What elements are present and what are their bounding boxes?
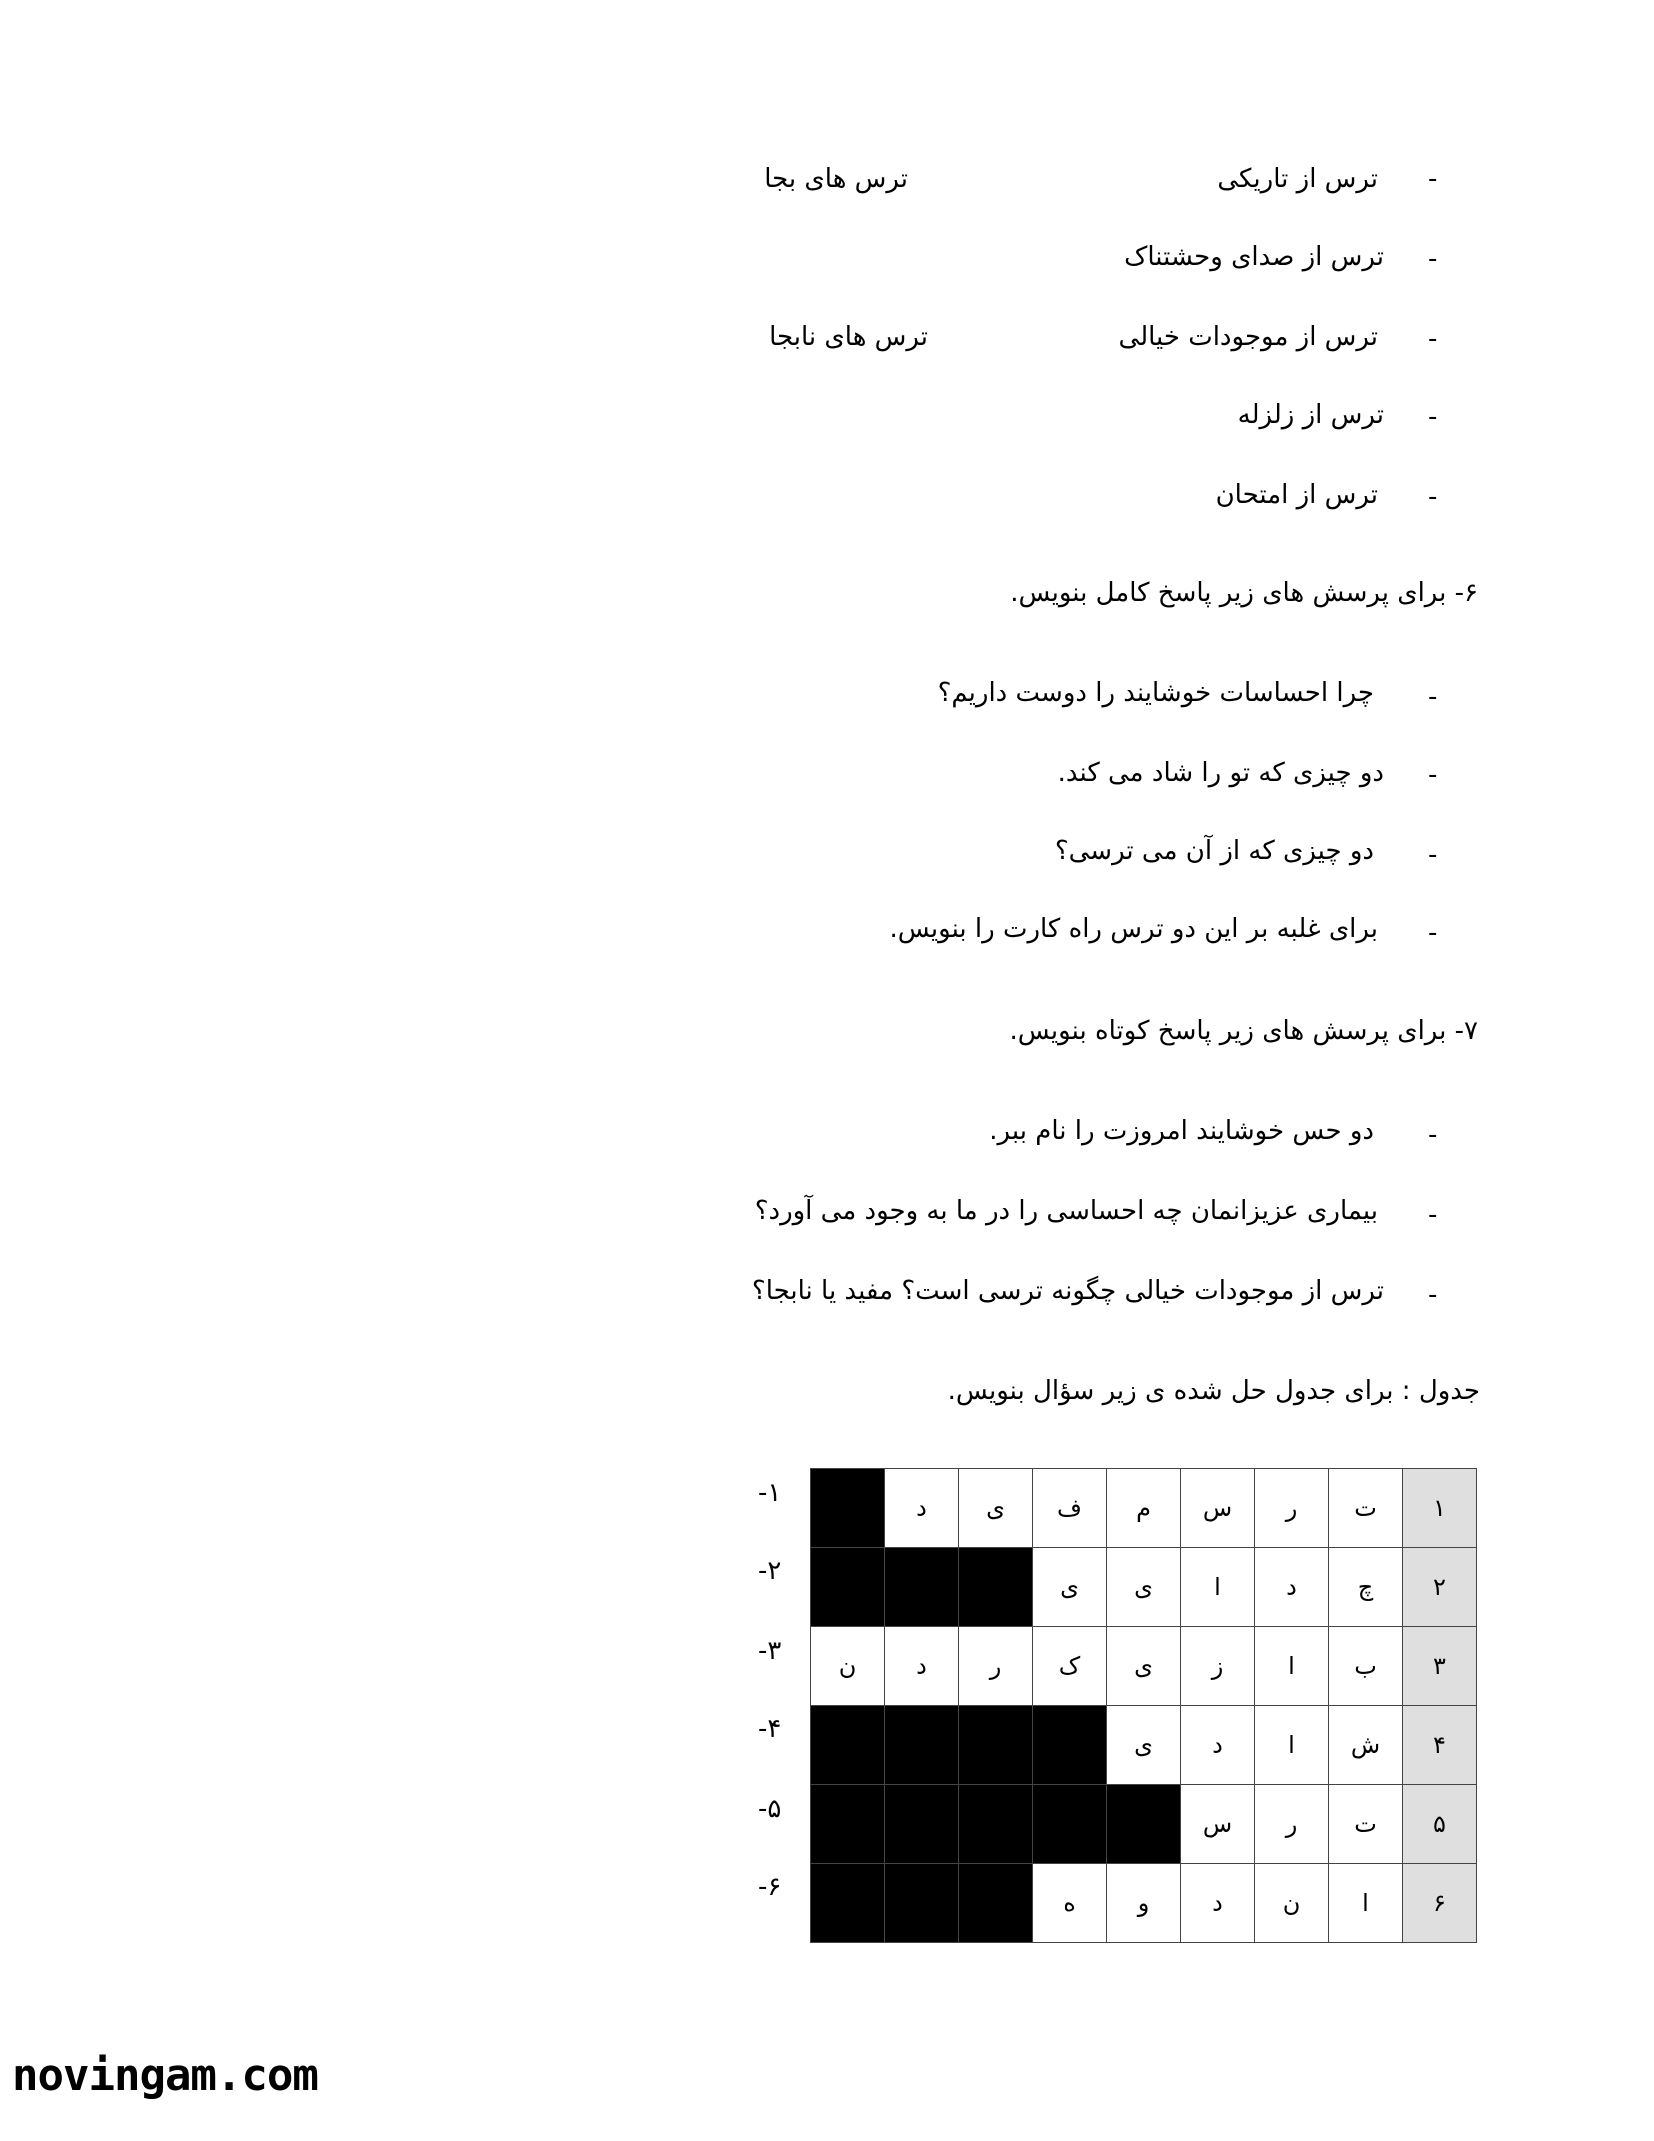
crossword-black-cell [811, 1864, 885, 1943]
crossword-black-cell [885, 1864, 959, 1943]
fear-category-right: ترس های بجا [764, 164, 908, 194]
list-bullet: - [1428, 918, 1438, 948]
crossword-black-cell [959, 1548, 1033, 1627]
crossword-letter-cell: ش [1329, 1706, 1403, 1785]
crossword-letter-cell: م [1107, 1469, 1181, 1548]
crossword-letter-cell: ی [1107, 1706, 1181, 1785]
row-label: ۶- [758, 1872, 782, 1902]
crossword-row-number: ۴ [1403, 1706, 1477, 1785]
site-logo: novingam.com [12, 2050, 318, 2101]
crossword-letter-cell: و [1107, 1864, 1181, 1943]
crossword-letter-cell: ک [1033, 1627, 1107, 1706]
crossword-letter-cell: ا [1181, 1548, 1255, 1627]
crossword-black-cell [811, 1548, 885, 1627]
question-6-item: دو چیزی که از آن می ترسی؟ [1054, 836, 1374, 866]
fear-category-wrong: ترس های نابجا [769, 322, 928, 352]
crossword-black-cell [1033, 1785, 1107, 1864]
list-bullet: - [1428, 840, 1438, 870]
crossword-letter-cell: ر [1255, 1469, 1329, 1548]
crossword-black-cell [811, 1469, 885, 1548]
list-bullet: - [1428, 1120, 1438, 1150]
fear-item: ترس از تاریکی [1217, 164, 1378, 194]
crossword-letter-cell: ی [1033, 1548, 1107, 1627]
question-6-item: چرا احساسات خوشایند را دوست داریم؟ [937, 678, 1374, 708]
crossword-black-cell [811, 1785, 885, 1864]
list-bullet: - [1428, 482, 1438, 512]
row-label: ۵- [758, 1794, 782, 1824]
crossword-letter-cell: ز [1181, 1627, 1255, 1706]
list-bullet: - [1428, 760, 1438, 790]
crossword-letter-cell: ر [959, 1627, 1033, 1706]
crossword-row-number: ۵ [1403, 1785, 1477, 1864]
crossword-letter-cell: س [1181, 1785, 1255, 1864]
crossword-letter-cell: ت [1329, 1469, 1403, 1548]
crossword-letter-cell: د [885, 1469, 959, 1548]
crossword-letter-cell: ا [1255, 1627, 1329, 1706]
crossword-row [811, 1785, 1477, 1864]
crossword-letter-cell: ی [959, 1469, 1033, 1548]
crossword-letter-cell: ف [1033, 1469, 1107, 1548]
question-6-item: برای غلبه بر این دو ترس راه کارت را بنویس. [889, 914, 1378, 944]
question-6-item: دو چیزی که تو را شاد می کند. [1057, 758, 1384, 788]
crossword-row [811, 1627, 1477, 1706]
crossword-letter-cell: ر [1255, 1785, 1329, 1864]
crossword-heading: جدول : برای جدول حل شده ی زیر سؤال بنویس. [947, 1376, 1480, 1406]
crossword-letter-cell: چ [1329, 1548, 1403, 1627]
crossword-black-cell [885, 1548, 959, 1627]
crossword-black-cell [959, 1864, 1033, 1943]
crossword-letter-cell: ن [1255, 1864, 1329, 1943]
fear-item: ترس از موجودات خیالی [1118, 322, 1378, 352]
row-label: ۳- [758, 1636, 782, 1666]
list-bullet: - [1428, 682, 1438, 712]
crossword-letter-cell: د [1181, 1706, 1255, 1785]
crossword-black-cell [811, 1706, 885, 1785]
crossword-row [811, 1469, 1477, 1548]
crossword-black-cell [959, 1706, 1033, 1785]
list-bullet: - [1428, 324, 1438, 354]
crossword-black-cell [1033, 1706, 1107, 1785]
fear-item: ترس از صدای وحشتناک [1124, 242, 1384, 272]
fear-item: ترس از امتحان [1215, 480, 1378, 510]
crossword-row-number: ۲ [1403, 1548, 1477, 1627]
question-7-item: بیماری عزیزانمان چه احساسی را در ما به وجود می آورد؟ [754, 1196, 1378, 1226]
crossword-letter-cell: ی [1107, 1548, 1181, 1627]
crossword-letter-cell: ا [1255, 1706, 1329, 1785]
crossword-letter-cell: ه [1033, 1864, 1107, 1943]
question-7-item: ترس از موجودات خیالی چگونه ترسی است؟ مفید یا نابجا؟ [751, 1276, 1384, 1306]
crossword-black-cell [885, 1706, 959, 1785]
fear-item: ترس از زلزله [1237, 400, 1384, 430]
list-bullet: - [1428, 402, 1438, 432]
list-bullet: - [1428, 1200, 1438, 1230]
crossword-letter-cell: ی [1107, 1627, 1181, 1706]
crossword-row-number: ۶ [1403, 1864, 1477, 1943]
crossword-row-number: ۳ [1403, 1627, 1477, 1706]
crossword-black-cell [959, 1785, 1033, 1864]
list-bullet: - [1428, 1280, 1438, 1310]
row-label: ۴- [758, 1714, 782, 1744]
crossword-letter-cell: ب [1329, 1627, 1403, 1706]
crossword-black-cell [1107, 1785, 1181, 1864]
crossword-grid [810, 1468, 1477, 1943]
crossword-row [811, 1864, 1477, 1943]
question-7-item: دو حس خوشایند امروزت را نام ببر. [989, 1116, 1374, 1146]
list-bullet: - [1428, 244, 1438, 274]
crossword-letter-cell: ا [1329, 1864, 1403, 1943]
row-label: ۲- [758, 1556, 782, 1586]
crossword-letter-cell: د [1255, 1548, 1329, 1627]
crossword-row [811, 1548, 1477, 1627]
list-bullet: - [1428, 164, 1438, 194]
crossword-letter-cell: ت [1329, 1785, 1403, 1864]
crossword-row [811, 1706, 1477, 1785]
crossword-letter-cell: د [885, 1627, 959, 1706]
crossword-row-number: ۱ [1403, 1469, 1477, 1548]
crossword-letter-cell: د [1181, 1864, 1255, 1943]
crossword-letter-cell: ن [811, 1627, 885, 1706]
question-7-heading: ۷- برای پرسش های زیر پاسخ کوتاه بنویس. [1009, 1016, 1478, 1046]
row-label: ۱- [758, 1478, 782, 1508]
question-6-heading: ۶- برای پرسش های زیر پاسخ کامل بنویس. [1010, 578, 1478, 608]
crossword-black-cell [885, 1785, 959, 1864]
crossword-letter-cell: س [1181, 1469, 1255, 1548]
